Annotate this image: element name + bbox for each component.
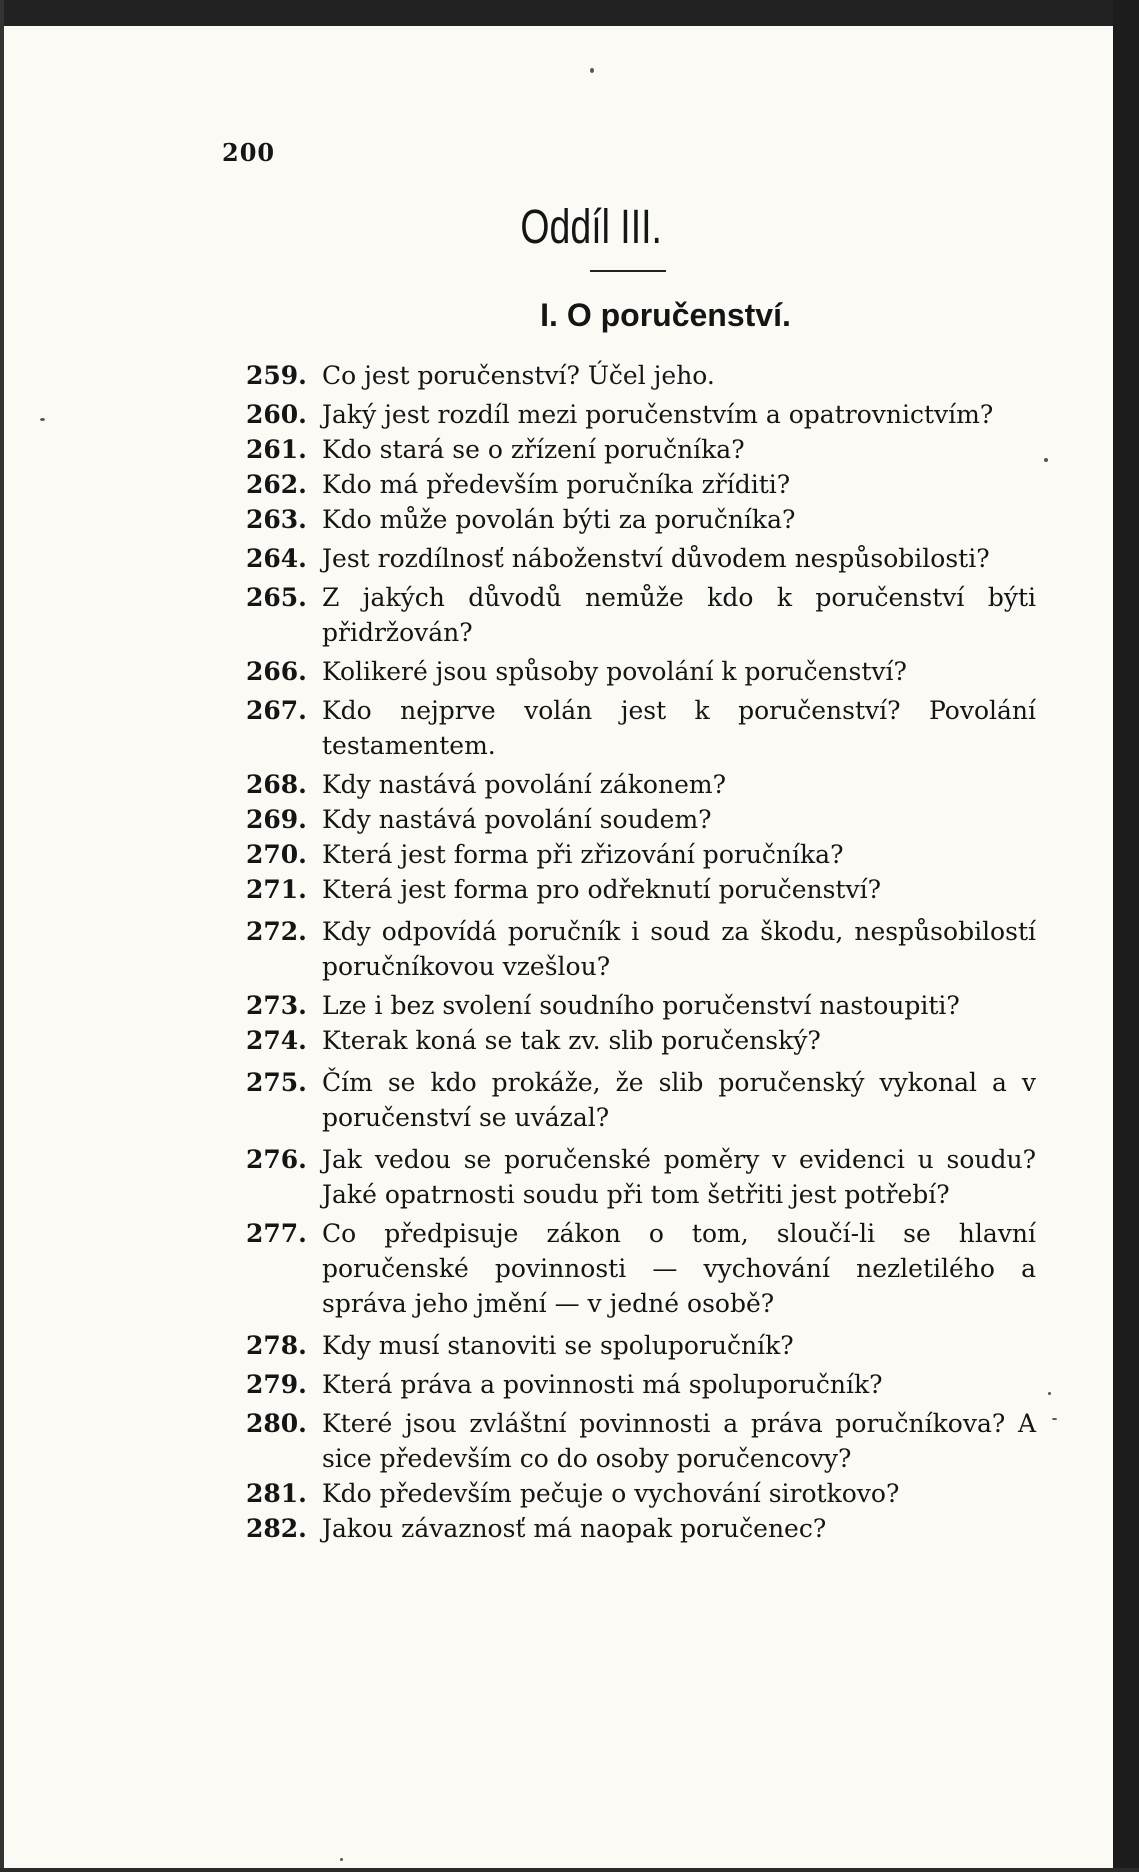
question-item-273	[246, 988, 1036, 1023]
question-number: 271.	[246, 875, 307, 904]
question-list	[246, 358, 1036, 1546]
question-item-262	[246, 467, 1036, 502]
question-number: 266.	[246, 657, 307, 686]
question-item-260	[246, 397, 1036, 432]
scan-border-top	[0, 0, 1139, 26]
scan-speck	[590, 68, 594, 73]
question-number: 275.	[246, 1068, 307, 1097]
question-number: 260.	[246, 400, 307, 429]
question-item-277	[246, 1216, 1036, 1321]
scan-border-right	[1113, 0, 1139, 1872]
scan-speck	[1044, 458, 1048, 462]
question-text: Jaký jest rozdíl mezi poručenstvím a opatrovnictvím?	[322, 400, 994, 429]
scan-speck	[1052, 1418, 1057, 1420]
question-item-282	[246, 1511, 1036, 1546]
chapter-heading	[0, 297, 1139, 334]
question-text: Kdo může povolán býti za poručníka?	[322, 505, 796, 534]
question-item-274	[246, 1023, 1036, 1058]
question-text: Která práva a povinnosti má spoluporučník?	[322, 1370, 883, 1399]
question-text: Kdo nejprve volán jest k poručenství? Povolání testamentem.	[322, 696, 1036, 760]
question-number: 282.	[246, 1514, 307, 1543]
section-title: Oddíl III.	[520, 201, 662, 254]
question-number: 277.	[246, 1219, 307, 1248]
scan-speck	[1048, 1392, 1051, 1395]
question-text: Kdy nastává povolání soudem?	[322, 805, 712, 834]
question-item-278	[246, 1328, 1036, 1363]
question-number: 270.	[246, 840, 307, 869]
question-text: Co jest poručenství? Účel jeho.	[322, 361, 715, 390]
question-item-276	[246, 1142, 1036, 1212]
question-text: Co předpisuje zákon o tom, sloučí-li se hlavní poručenské povinnosti — vychování nezletilého a správa jeho jmění — v jedné osobě?	[322, 1219, 1036, 1318]
question-text: Které jsou zvláštní povinnosti a práva poručníkova? A sice především co do osoby poručencovy?	[322, 1409, 1036, 1473]
question-item-281	[246, 1476, 1036, 1511]
question-text: Kdo především pečuje o vychování sirotkovo?	[322, 1479, 900, 1508]
chapter-title: I. O poručenství.	[540, 297, 791, 333]
question-number: 265.	[246, 583, 307, 612]
question-item-263	[246, 502, 1036, 537]
question-text: Kolikeré jsou spůsoby povolání k poručenství?	[322, 657, 907, 686]
question-number: 269.	[246, 805, 307, 834]
question-text: Kterak koná se tak zv. slib poručenský?	[322, 1026, 821, 1055]
question-number: 281.	[246, 1479, 307, 1508]
question-item-271	[246, 872, 1036, 907]
question-item-261	[246, 432, 1036, 467]
question-item-259	[246, 358, 1036, 393]
question-item-272	[246, 914, 1036, 984]
question-text: Z jakých důvodů nemůže kdo k poručenství býti přidržován?	[322, 583, 1036, 647]
heading-divider	[590, 270, 666, 272]
question-number: 278.	[246, 1331, 307, 1360]
question-number: 262.	[246, 470, 307, 499]
question-item-270	[246, 837, 1036, 872]
question-text: Kdo stará se o zřízení poručníka?	[322, 435, 745, 464]
question-item-267	[246, 693, 1036, 763]
scan-speck	[40, 418, 45, 421]
question-number: 279.	[246, 1370, 307, 1399]
scan-speck	[340, 1858, 343, 1861]
scan-border-left	[0, 0, 4, 1872]
question-item-268	[246, 767, 1036, 802]
question-number: 263.	[246, 505, 307, 534]
question-text: Která jest forma při zřizování poručníka?	[322, 840, 844, 869]
question-text: Lze i bez svolení soudního poručenství nastoupiti?	[322, 991, 960, 1020]
question-text: Jest rozdílnosť náboženství důvodem nespůsobilosti?	[322, 544, 990, 573]
question-text: Čím se kdo prokáže, že slib poručenský vykonal a v poručenství se uvázal?	[322, 1068, 1036, 1132]
question-text: Kdy musí stanoviti se spoluporučník?	[322, 1331, 794, 1360]
question-text: Kdo má především poručníka zříditi?	[322, 470, 791, 499]
question-number: 273.	[246, 991, 307, 1020]
question-item-280	[246, 1406, 1036, 1476]
question-number: 272.	[246, 917, 307, 946]
page-number: 200	[222, 138, 276, 167]
section-heading	[147, 200, 1035, 255]
question-number: 276.	[246, 1145, 307, 1174]
question-number: 274.	[246, 1026, 307, 1055]
question-item-269	[246, 802, 1036, 837]
question-text: Která jest forma pro odřeknutí poručenství?	[322, 875, 881, 904]
question-number: 259.	[246, 361, 307, 390]
question-number: 280.	[246, 1409, 307, 1438]
question-text: Jak vedou se poručenské poměry v evidenci u soudu? Jaké opatrnosti soudu při tom šetřiti jest potřebí?	[322, 1145, 1036, 1209]
question-number: 268.	[246, 770, 307, 799]
question-text: Kdy nastává povolání zákonem?	[322, 770, 726, 799]
question-text: Jakou závaznosť má naopak poručenec?	[322, 1514, 827, 1543]
question-item-275	[246, 1065, 1036, 1135]
question-item-279	[246, 1367, 1036, 1402]
question-number: 267.	[246, 696, 307, 725]
question-number: 264.	[246, 544, 307, 573]
question-item-265	[246, 580, 1036, 650]
question-item-266	[246, 654, 1036, 689]
question-number: 261.	[246, 435, 307, 464]
question-item-264	[246, 541, 1036, 576]
question-text: Kdy odpovídá poručník i soud za škodu, nespůsobilostí poručníkovou vzešlou?	[322, 917, 1036, 981]
scan-border-bottom	[0, 1868, 1139, 1872]
